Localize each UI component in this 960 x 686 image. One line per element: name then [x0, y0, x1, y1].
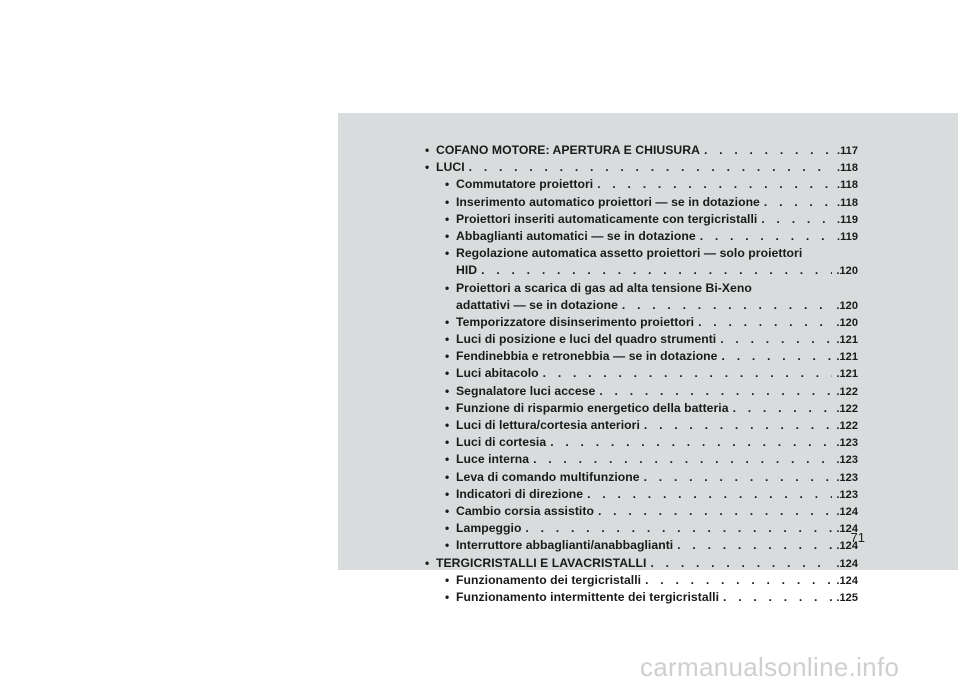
toc-entry-title: COFANO MOTORE: APERTURA E CHIUSURA	[436, 143, 700, 157]
toc-entry-page: .119	[836, 213, 858, 226]
toc-entry-page: .123	[836, 437, 858, 450]
toc-subsection-entry[interactable]	[425, 451, 858, 468]
bullet-icon: •	[445, 366, 450, 381]
toc-entry-page: .124	[836, 557, 858, 570]
bullet-icon: •	[445, 211, 450, 226]
toc-subsection-entry[interactable]	[425, 537, 858, 554]
toc-subsection-entry[interactable]	[425, 228, 858, 245]
toc-entry-title-line: Regolazione automatica assetto proiettori — solo proiettori	[456, 246, 803, 261]
toc-entry-title: Interruttore abbaglianti/anabbaglianti	[456, 538, 674, 553]
toc-entry-title: Commutatore proiettori	[456, 177, 594, 192]
bullet-icon: •	[445, 400, 450, 415]
dot-leader	[587, 486, 832, 503]
toc-subsection-entry[interactable]	[425, 314, 858, 331]
toc-entry-page: .123	[836, 471, 858, 484]
bullet-icon: •	[445, 177, 450, 192]
toc-entry-title: Luci di lettura/cortesia anteriori	[456, 418, 640, 433]
dot-leader	[698, 314, 832, 331]
dot-leader	[525, 520, 832, 537]
bullet-icon: •	[445, 314, 450, 329]
toc-entry-page: .120	[836, 299, 858, 312]
toc-entry-title: Leva di comando multifunzione	[456, 469, 640, 484]
bullet-icon: •	[425, 555, 430, 570]
toc-entry-page: .122	[836, 402, 858, 415]
toc-subsection-entry[interactable]	[425, 400, 858, 417]
toc-entry-page: .123	[836, 454, 858, 467]
dot-leader	[650, 555, 832, 572]
toc-subsection-entry[interactable]	[425, 486, 858, 503]
dot-leader	[644, 469, 833, 486]
bullet-icon: •	[445, 572, 450, 587]
toc-entry-page: .118	[836, 162, 858, 175]
bullet-icon: •	[445, 280, 450, 295]
toc-subsection-entry[interactable]	[425, 176, 858, 193]
dot-leader	[469, 159, 833, 176]
toc-subsection-entry[interactable]	[425, 520, 858, 537]
toc-entry-title: Lampeggio	[456, 521, 522, 536]
dot-leader	[723, 589, 832, 606]
page-number: 71	[850, 530, 865, 545]
toc-entry-page: .123	[836, 488, 858, 501]
toc-entry-title: Luci abitacolo	[456, 366, 539, 381]
toc-entry-title: Temporizzatore disinserimento proiettori	[456, 314, 695, 329]
toc-entry-title: Funzionamento intermittente dei tergicristalli	[456, 589, 720, 604]
bullet-icon: •	[445, 503, 450, 518]
toc-subsection-entry[interactable]	[425, 469, 858, 486]
bullet-icon: •	[445, 246, 450, 261]
bullet-icon: •	[445, 538, 450, 553]
dot-leader	[644, 417, 833, 434]
toc-subsection-entry[interactable]	[425, 348, 858, 365]
toc-entry-title: HID	[456, 263, 478, 278]
toc-section-entry[interactable]	[425, 159, 858, 176]
toc-entry-page: .124	[836, 574, 858, 587]
bullet-icon: •	[445, 589, 450, 604]
bullet-icon: •	[445, 194, 450, 209]
toc-entry-title: Luci di cortesia	[456, 435, 547, 450]
toc-entry-page: .117	[836, 145, 858, 157]
toc-subsection-entry[interactable]	[425, 572, 858, 589]
dot-leader	[722, 348, 833, 365]
toc-entry-page: .120	[836, 265, 858, 278]
watermark-text: carmanualsonline.info	[640, 652, 900, 682]
toc-subsection-entry[interactable]	[425, 280, 858, 314]
toc-entry-page: .121	[836, 368, 858, 381]
toc-subsection-entry[interactable]	[425, 194, 858, 211]
dot-leader	[764, 194, 833, 211]
toc-entry-title: Indicatori di direzione	[456, 486, 584, 501]
dot-leader	[720, 331, 832, 348]
toc-section-entry[interactable]	[425, 142, 858, 159]
toc-entry-page: .122	[836, 385, 858, 398]
toc-entry-page: .122	[836, 420, 858, 433]
toc-subsection-entry[interactable]	[425, 211, 858, 228]
toc-entry-title: adattativi — se in dotazione	[456, 297, 618, 312]
bullet-icon: •	[425, 160, 430, 175]
toc-entry-title: Abbaglianti automatici — se in dotazione	[456, 228, 696, 243]
toc-entry-title: Funzione di risparmio energetico della batteria	[456, 400, 729, 415]
toc-entry-page: .125	[836, 591, 858, 604]
toc-entry-page: .124	[836, 505, 858, 518]
dot-leader	[704, 142, 833, 159]
toc-subsection-entry[interactable]	[425, 434, 858, 451]
toc-subsection-entry[interactable]	[425, 331, 858, 348]
bullet-icon: •	[445, 486, 450, 501]
toc-entry-page: .121	[836, 334, 858, 347]
toc-entry-page: .118	[836, 179, 858, 192]
toc-subsection-entry[interactable]	[425, 245, 858, 279]
bullet-icon: •	[445, 521, 450, 536]
bullet-icon: •	[445, 418, 450, 433]
toc-subsection-entry[interactable]	[425, 589, 858, 606]
toc-entry-page: .121	[836, 351, 858, 364]
dot-leader	[599, 383, 832, 400]
toc-entry-title: Proiettori inseriti automaticamente con tergicristalli	[456, 211, 758, 226]
dot-leader	[481, 262, 832, 279]
toc-entry-title: LUCI	[436, 160, 465, 175]
bullet-icon: •	[445, 349, 450, 364]
dot-leader	[550, 434, 832, 451]
dot-leader	[622, 297, 832, 314]
toc-entry-title: Inserimento automatico proiettori — se in dotazione	[456, 194, 760, 209]
dot-leader	[598, 503, 832, 520]
dot-leader	[677, 537, 832, 554]
dot-leader	[645, 572, 832, 589]
toc-entry-page: .118	[836, 196, 858, 209]
toc-section-entry[interactable]	[425, 555, 858, 572]
toc-subsection-entry[interactable]	[425, 503, 858, 520]
manual-page	[338, 113, 958, 604]
bullet-icon: •	[445, 435, 450, 450]
bullet-icon: •	[445, 452, 450, 467]
toc-subsection-entry[interactable]	[425, 365, 858, 382]
toc-entry-title: Cambio corsia assistito	[456, 503, 594, 518]
dot-leader	[533, 451, 832, 468]
toc-entry-title: Luce interna	[456, 452, 530, 467]
dot-leader	[733, 400, 833, 417]
bullet-icon: •	[425, 143, 430, 157]
bullet-icon: •	[445, 228, 450, 243]
dot-leader	[761, 211, 833, 228]
dot-leader	[543, 365, 833, 382]
toc-entry-page: .124	[836, 540, 858, 553]
bullet-icon: •	[445, 469, 450, 484]
toc-entry-title: TERGICRISTALLI E LAVACRISTALLI	[436, 555, 647, 570]
toc-entry-title: Funzionamento dei tergicristalli	[456, 572, 642, 587]
toc-entry-title: Segnalatore luci accese	[456, 383, 596, 398]
toc-entry-page: .120	[836, 316, 858, 329]
toc-subsection-entry[interactable]	[425, 417, 858, 434]
toc-entry-title: Fendinebbia e retronebbia — se in dotazione	[456, 349, 718, 364]
toc-subsection-entry[interactable]	[425, 383, 858, 400]
table-of-contents	[425, 142, 858, 606]
bullet-icon: •	[445, 383, 450, 398]
toc-entry-title: Luci di posizione e luci del quadro strumenti	[456, 332, 717, 347]
dot-leader	[597, 176, 833, 193]
dot-leader	[700, 228, 833, 245]
toc-entry-page: .119	[836, 230, 858, 243]
toc-entry-title-line: Proiettori a scarica di gas ad alta tensione Bi-Xeno	[456, 280, 752, 295]
toc-entry-page: .124	[836, 523, 858, 536]
bullet-icon: •	[445, 332, 450, 347]
